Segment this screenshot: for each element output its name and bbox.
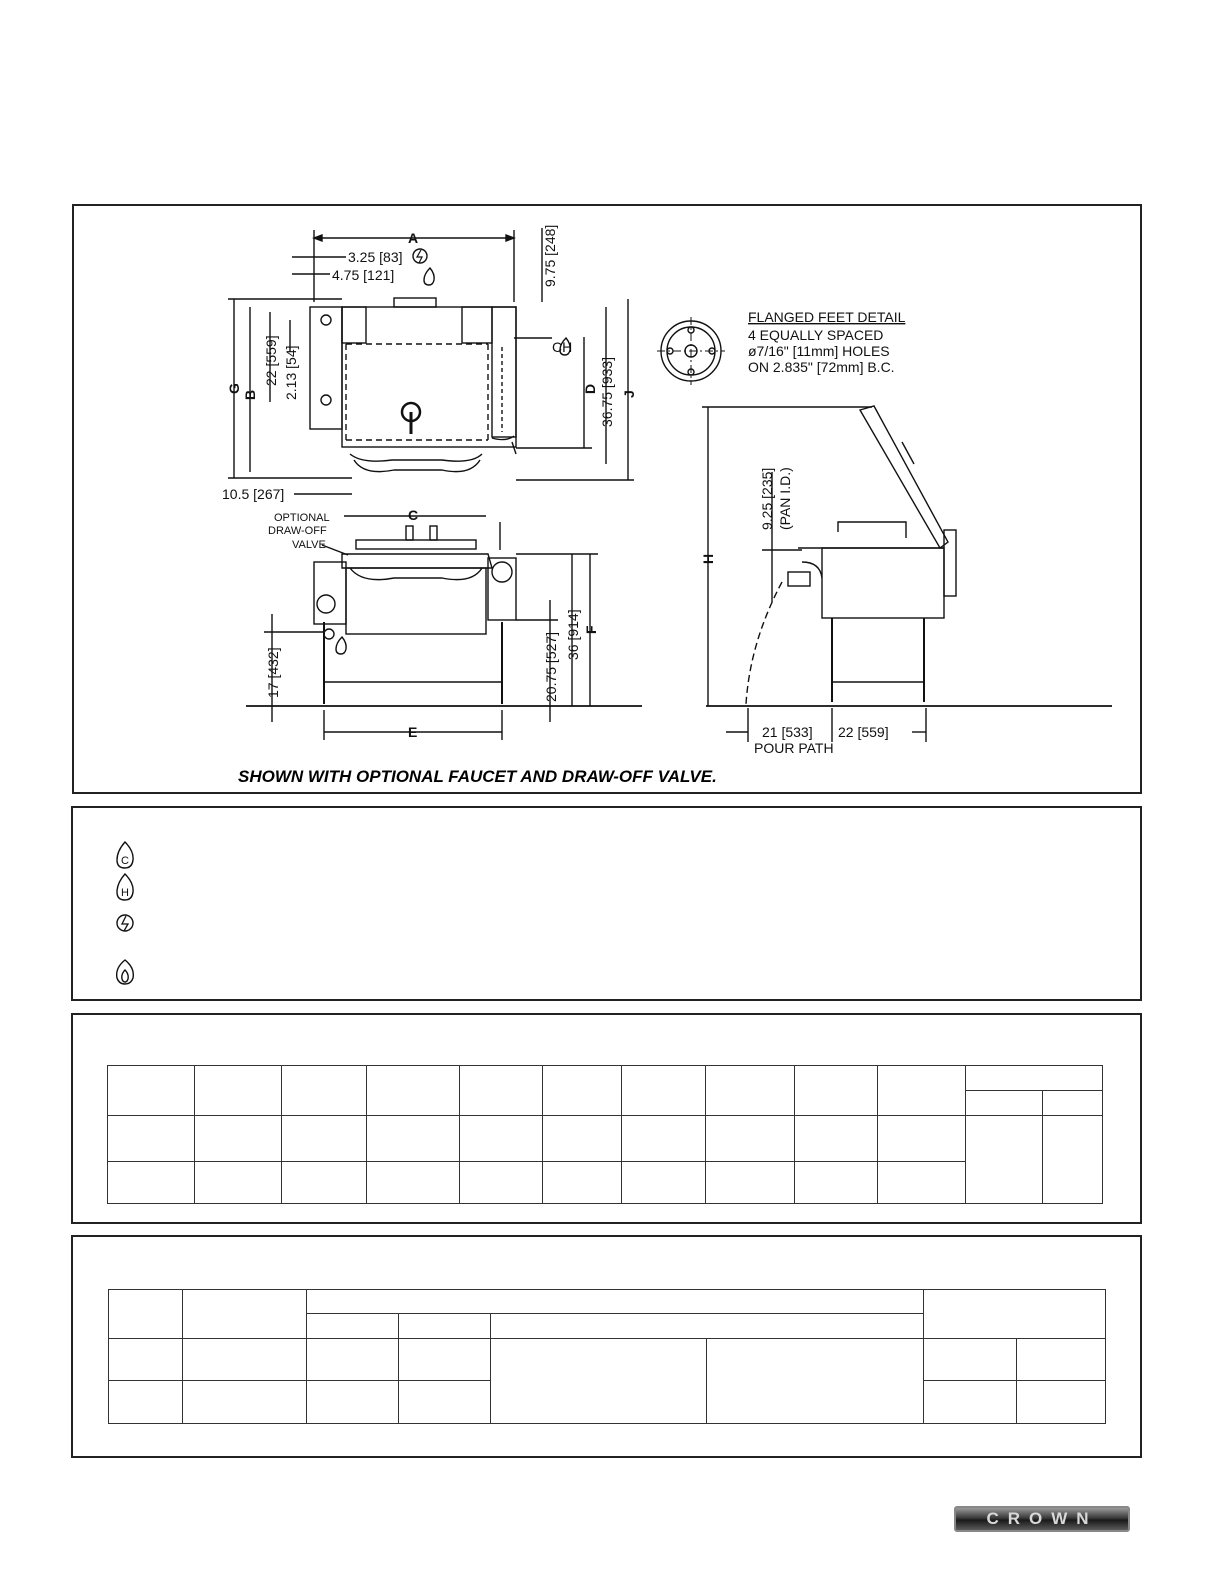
top-view — [222, 225, 637, 523]
table-cell — [399, 1339, 491, 1381]
dim-label-h: H — [700, 553, 716, 564]
table-cell — [367, 1066, 460, 1116]
table-cell — [108, 1116, 195, 1162]
table-cell — [795, 1066, 878, 1116]
electrical-connection-icon — [117, 915, 133, 931]
dimensions-table — [107, 1065, 1103, 1204]
dim-label-g: G — [226, 383, 242, 394]
dim-label-j: J — [621, 390, 637, 398]
table-cell — [878, 1162, 966, 1204]
table-cell — [924, 1381, 1017, 1424]
table-cell — [966, 1116, 1043, 1204]
table-cell — [307, 1314, 399, 1339]
table-cell — [795, 1116, 878, 1162]
table-cell — [543, 1116, 622, 1162]
flanged-feet-detail — [657, 309, 906, 385]
dim-20-75: 20.75 [527] — [543, 631, 559, 702]
dim-4-75: 4.75 [121] — [332, 267, 395, 283]
table-cell — [878, 1066, 966, 1116]
table-cell — [183, 1290, 307, 1339]
table-cell — [924, 1290, 1106, 1339]
table-cell — [399, 1314, 491, 1339]
table-cell — [460, 1066, 543, 1116]
table-cell — [706, 1066, 795, 1116]
gas-connection-icon — [117, 960, 134, 984]
table-cell — [1017, 1339, 1106, 1381]
table-cell — [109, 1290, 183, 1339]
table-cell — [622, 1162, 706, 1204]
cold-water-icon — [117, 842, 133, 868]
table-cell — [966, 1091, 1043, 1116]
table-cell — [282, 1066, 367, 1116]
table-cell — [108, 1162, 195, 1204]
flanged-line1: 4 EQUALLY SPACED — [748, 327, 884, 343]
table-row — [109, 1339, 1106, 1381]
table-cell — [543, 1162, 622, 1204]
cold-water-letter: C — [121, 855, 129, 867]
flanged-line3: ON 2.835" [72mm] B.C. — [748, 359, 895, 375]
table-cell — [109, 1339, 183, 1381]
table-cell — [195, 1066, 282, 1116]
hot-water-icon — [117, 874, 133, 900]
crown-logo-text: CROWN — [986, 1509, 1098, 1528]
dim-label-b: B — [242, 389, 258, 400]
dim-21: 21 [533] — [762, 724, 813, 740]
table-cell — [399, 1381, 491, 1424]
flanged-title: FLANGED FEET DETAIL — [748, 309, 906, 325]
dimension-drawing-panel — [72, 204, 1142, 794]
table-cell — [622, 1066, 706, 1116]
table-row — [108, 1116, 1103, 1162]
dim-label-e: E — [408, 724, 418, 740]
table-cell — [706, 1116, 795, 1162]
table-cell — [543, 1066, 622, 1116]
table-cell — [491, 1339, 707, 1424]
dim-label-d: D — [582, 383, 598, 394]
table-cell — [109, 1381, 183, 1424]
table-cell — [878, 1116, 966, 1162]
table-cell — [108, 1066, 195, 1116]
legend-icons — [73, 808, 1140, 999]
table-cell — [282, 1162, 367, 1204]
draw-off-line3: VALVE — [292, 539, 326, 551]
table-cell — [195, 1116, 282, 1162]
table-cell — [1043, 1091, 1103, 1116]
dim-pan-id: (PAN I.D.) — [777, 467, 793, 530]
table-cell — [707, 1339, 924, 1424]
dim-9-25: 9.25 [235] — [759, 467, 775, 530]
table-cell — [183, 1381, 307, 1424]
dim-36-75: 36.75 [933] — [599, 356, 615, 427]
connections-legend-panel — [71, 806, 1142, 1001]
draw-off-line1: OPTIONAL — [274, 512, 330, 524]
table-cell — [1017, 1381, 1106, 1424]
table-cell — [966, 1066, 1103, 1091]
side-view — [700, 406, 1112, 756]
dim-label-a: A — [408, 230, 419, 246]
table-cell — [924, 1339, 1017, 1381]
table-cell — [460, 1116, 543, 1162]
crown-logo — [954, 1506, 1130, 1532]
draw-off-line2: DRAW-OFF — [268, 525, 327, 537]
dimension-drawing — [74, 206, 1140, 792]
dim-pour-path: POUR PATH — [754, 740, 834, 756]
table-cell — [307, 1381, 399, 1424]
table-cell — [622, 1116, 706, 1162]
dim-22-559-b: 22 [559] — [838, 724, 889, 740]
table-cell — [282, 1116, 367, 1162]
table-cell — [307, 1290, 924, 1314]
table-cell — [1043, 1116, 1103, 1204]
dim-label-f: F — [583, 625, 599, 634]
dim-3-25: 3.25 [83] — [348, 249, 403, 265]
table-row — [108, 1162, 1103, 1204]
dim-22-559: 22 [559] — [263, 335, 279, 386]
table-cell — [183, 1339, 307, 1381]
dim-17: 17 [432] — [265, 647, 281, 698]
dim-9-75: 9.75 [248] — [542, 224, 558, 287]
dimensions-table-panel — [71, 1013, 1142, 1224]
electrical-table — [108, 1289, 1106, 1424]
drawing-note: SHOWN WITH OPTIONAL FAUCET AND DRAW-OFF VALVE. — [238, 767, 717, 786]
front-view — [238, 512, 717, 786]
electrical-table-panel — [71, 1235, 1142, 1458]
table-cell — [367, 1162, 460, 1204]
dim-2-13: 2.13 [54] — [283, 345, 299, 400]
flanged-line2: ø7/16" [11mm] HOLES — [748, 343, 890, 359]
table-cell — [307, 1339, 399, 1381]
hot-water-letter: H — [121, 887, 129, 899]
table-cell — [460, 1162, 543, 1204]
dim-10-5: 10.5 [267] — [222, 486, 285, 502]
table-cell — [491, 1314, 924, 1339]
dim-36: 36 [914] — [565, 609, 581, 660]
dim-label-c: C — [408, 507, 419, 523]
dim-ch-label: CH — [552, 339, 573, 355]
table-cell — [195, 1162, 282, 1204]
table-cell — [367, 1116, 460, 1162]
table-cell — [795, 1162, 878, 1204]
table-cell — [706, 1162, 795, 1204]
